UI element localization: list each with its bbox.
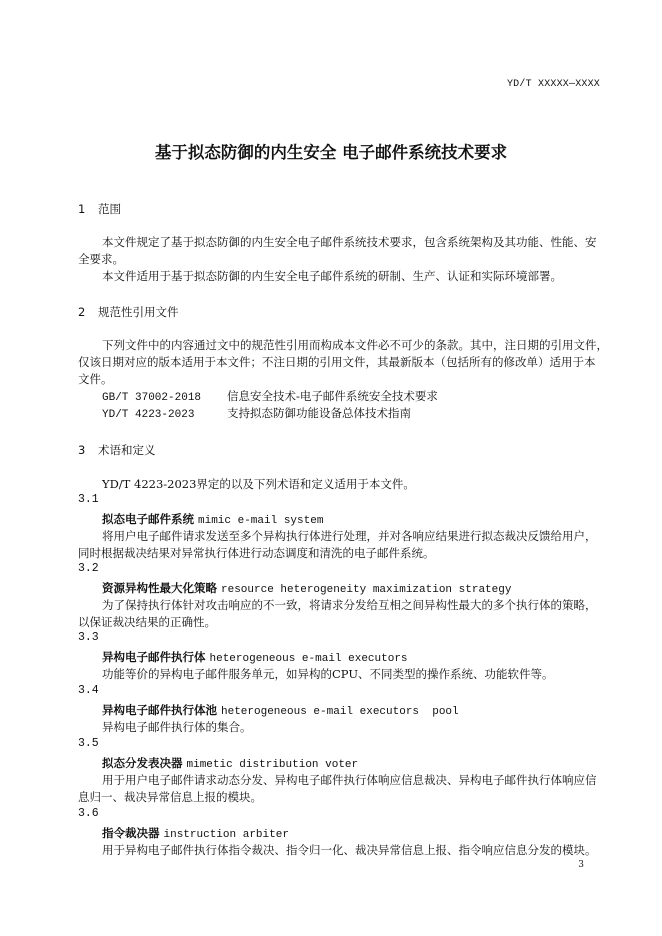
term-definition-line: 为了保持执行体针对攻击响应的不一致，将请求分发给互相之间异构性最大的多个执行体的策略，: [102, 598, 597, 612]
reference-code: YD/T 4223-2023: [102, 409, 195, 421]
term-definition-line: 用于异构电子邮件执行体指令裁决、指令归一化、裁决异常信息上报、指令响应信息分发的模块。: [102, 843, 597, 857]
scope-paragraph-line: 本文件规定了基于拟态防御的内生安全电子邮件系统技术要求，包含系统架构及其功能、性能、安: [102, 235, 597, 249]
term-en: instruction arbiter: [163, 829, 289, 841]
term-entry: [102, 511, 323, 527]
section-number: 2: [78, 305, 86, 319]
normative-paragraph-line: 文件。: [78, 372, 113, 386]
reference-title: 支持拟态防御功能设备总体技术指南: [227, 406, 411, 420]
term-definition-line: 以保证裁决结果的正确性。: [78, 615, 216, 629]
document-code: YD/T XXXXX—XXXX: [506, 79, 600, 90]
page-number: 3: [578, 860, 584, 870]
term-definition-line: 将用户电子邮件请求发送至多个异构执行体进行处理，并对各响应结果进行拟态裁决反馈给用户，: [102, 529, 597, 543]
terms-intro: YD/T 4223-2023界定的以及下列术语和定义适用于本文件。: [102, 477, 415, 491]
term-definition-line: 同时根据裁决结果对异常执行体进行动态调度和清洗的电子邮件系统。: [78, 546, 435, 560]
document-title: 基于拟态防御的内生安全 电子邮件系统技术要求: [154, 143, 508, 162]
term-definition-line: 异构电子邮件执行体的集合。: [102, 720, 252, 734]
section-title: 术语和定义: [98, 443, 156, 457]
term-entry: [102, 825, 289, 841]
normative-paragraph-line: 下列文件中的内容通过文中的规范性引用而构成本文件必不可少的条款。其中，注日期的引用文件，: [102, 338, 608, 352]
section-title: 规范性引用文件: [98, 305, 179, 319]
scope-paragraph-line: 本文件适用于基于拟态防御的内生安全电子邮件系统的研制、生产、认证和实际环境部署。: [102, 269, 562, 283]
normative-paragraph-line: 仅该日期对应的版本适用于本文件；不注日期的引用文件，其最新版本（包括所有的修改单）适用于本: [78, 355, 596, 369]
section-heading-scope: [78, 201, 121, 217]
term-definition-line: 息归一、裁决异常信息上报的模块。: [78, 790, 262, 804]
section-number: 3: [78, 443, 86, 457]
term-entry: [102, 649, 408, 665]
clause-number: 3.6: [78, 807, 99, 820]
section-number: 1: [78, 202, 86, 216]
term-en: mimetic distribution voter: [186, 759, 359, 771]
term-en: heterogeneous e-mail executors: [209, 653, 408, 665]
term-zh: 异构电子邮件执行体池: [102, 703, 217, 717]
clause-number: 3.1: [78, 493, 99, 506]
term-entry: [102, 580, 511, 596]
term-en: mimic e-mail system: [198, 515, 324, 527]
term-zh: 拟态电子邮件系统: [102, 512, 194, 526]
term-zh: 资源异构性最大化策略: [102, 581, 217, 595]
term-entry: [102, 755, 358, 771]
term-en: resource heterogeneity maximization strategy: [221, 584, 512, 596]
term-definition-line: 功能等价的异构电子邮件服务单元，如异构的CPU、不同类型的操作系统、功能软件等。: [102, 667, 554, 681]
reference-code: GB/T 37002-2018: [102, 392, 202, 404]
reference-item: [102, 405, 411, 424]
term-definition-line: 用于用户电子邮件请求动态分发、异构电子邮件执行体响应信息裁决、异构电子邮件执行体响应信: [102, 773, 597, 787]
clause-number: 3.5: [78, 737, 99, 750]
section-title: 范围: [98, 202, 121, 216]
section-heading-normative: [78, 304, 179, 320]
clause-number: 3.2: [78, 562, 99, 575]
term-zh: 拟态分发表决器: [102, 756, 183, 770]
reference-title: 信息安全技术-电子邮件系统安全技术要求: [227, 389, 438, 403]
scope-paragraph-line: 全要求。: [78, 252, 124, 266]
section-heading-terms: [78, 442, 156, 458]
term-en: heterogeneous e-mail executors pool: [221, 706, 459, 718]
term-zh: 指令裁决器: [102, 826, 160, 840]
clause-number: 3.3: [78, 631, 99, 644]
clause-number: 3.4: [78, 684, 99, 697]
term-zh: 异构电子邮件执行体: [102, 650, 206, 664]
term-entry: [102, 702, 459, 718]
